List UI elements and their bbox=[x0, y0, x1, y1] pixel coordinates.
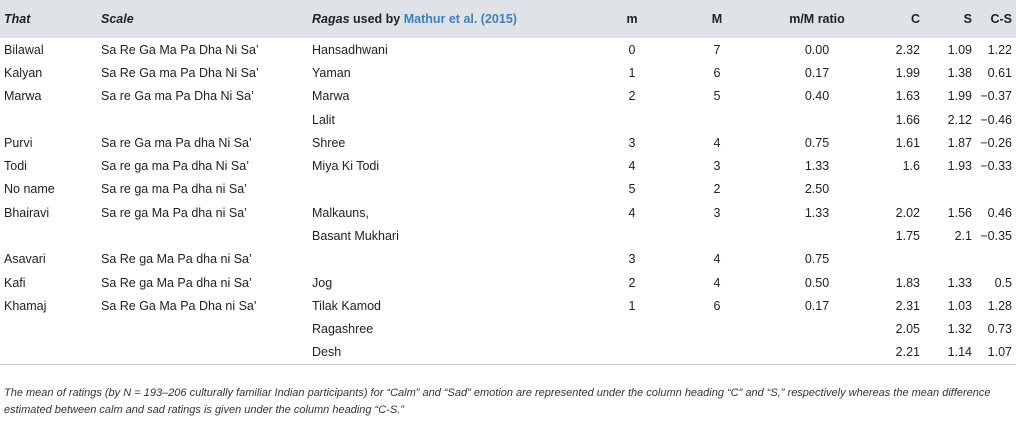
cell-raga: Hansadhwani bbox=[312, 42, 388, 57]
cell-cs: −0.37 bbox=[980, 89, 1012, 104]
cell-s: 1.14 bbox=[920, 341, 972, 364]
table-row bbox=[0, 85, 1016, 108]
cell-scale: Sa Re ga Ma Pa dha ni Sa’ bbox=[101, 275, 252, 290]
cell-scale: Sa Re Ga Ma Pa Dha Ni Sa’ bbox=[101, 42, 259, 57]
cell-ratio: 0.40 bbox=[804, 89, 830, 104]
cell-that: Bilawal bbox=[4, 42, 44, 57]
cell-m: 1 bbox=[628, 65, 636, 80]
cell-c bbox=[872, 178, 920, 201]
cell-raga: Desh bbox=[312, 341, 592, 364]
cell-c: 1.6 bbox=[902, 159, 920, 174]
table-row bbox=[0, 38, 1016, 61]
cell-cs bbox=[972, 248, 1016, 271]
header-ragas-word: Ragas bbox=[312, 12, 350, 26]
table-footnote: The mean of ratings (by N = 193–206 culturally familiar Indian participants) for “Calm” and “Sad” emotion are represented under the column heading “C” and “S,” respectively whereas the mean difference estimated between calm and sad ratings is given under the column heading “C-S.” bbox=[4, 387, 991, 416]
cell-ratio bbox=[762, 224, 872, 247]
cell-that: Todi bbox=[4, 159, 27, 174]
cell-that: Kafi bbox=[4, 275, 26, 290]
cell-scale: Sa Re ga Ma Pa dha ni Sa’ bbox=[101, 252, 252, 267]
cell-M: 4 bbox=[713, 275, 721, 290]
cell-scale: Sa re ga Ma Pa dha ni Sa’ bbox=[101, 205, 247, 220]
cell-ratio: 0.75 bbox=[804, 252, 830, 267]
cell-s: 2.12 bbox=[947, 112, 972, 127]
cell-c: 2.05 bbox=[895, 322, 920, 337]
cell-scale bbox=[101, 318, 312, 341]
cell-raga: Ragashree bbox=[312, 322, 374, 337]
header-c: C bbox=[910, 12, 920, 26]
cell-that bbox=[0, 108, 101, 131]
cell-s bbox=[920, 248, 972, 271]
cell-M: 7 bbox=[713, 42, 721, 57]
cell-scale bbox=[101, 108, 312, 131]
cell-c bbox=[872, 248, 920, 271]
cell-s: 1.38 bbox=[947, 65, 972, 80]
citation-link[interactable]: Mathur et al. (2015) bbox=[403, 12, 517, 26]
cell-M: 6 bbox=[713, 298, 721, 313]
cell-m: 2 bbox=[628, 89, 636, 104]
header-s: S bbox=[963, 12, 972, 26]
cell-m bbox=[592, 108, 672, 131]
cell-m: 3 bbox=[628, 135, 636, 150]
cell-c: 1.63 bbox=[895, 89, 920, 104]
cell-that: Khamaj bbox=[4, 298, 47, 313]
cell-c: 2.31 bbox=[895, 298, 920, 313]
cell-m bbox=[592, 318, 672, 341]
cell-raga bbox=[312, 248, 592, 271]
header-m: m bbox=[626, 12, 638, 26]
cell-m: 1 bbox=[628, 298, 636, 313]
cell-scale: Sa Re Ga Ma Pa Dha ni Sa’ bbox=[101, 298, 257, 313]
cell-M bbox=[672, 318, 762, 341]
cell-m: 2 bbox=[628, 275, 636, 290]
cell-cs: −0.35 bbox=[980, 229, 1012, 244]
cell-ratio: 0.00 bbox=[804, 42, 830, 57]
cell-that: Asavari bbox=[4, 252, 46, 267]
table-body bbox=[0, 38, 1016, 364]
cell-that: Marwa bbox=[4, 89, 42, 104]
cell-s: 1.87 bbox=[947, 135, 972, 150]
cell-scale bbox=[101, 224, 312, 247]
cell-s: 1.56 bbox=[947, 205, 972, 220]
cell-raga: Shree bbox=[312, 135, 346, 150]
cell-cs: 0.46 bbox=[987, 205, 1012, 220]
cell-ratio: 0.50 bbox=[804, 275, 830, 290]
table-row bbox=[0, 224, 1016, 247]
cell-c: 2.32 bbox=[895, 42, 920, 57]
table-row bbox=[0, 108, 1016, 131]
cell-m: 3 bbox=[628, 252, 636, 267]
table-header-row bbox=[0, 0, 1016, 38]
cell-s: 1.09 bbox=[947, 42, 972, 57]
table-row bbox=[0, 294, 1016, 317]
cell-M: 6 bbox=[713, 65, 721, 80]
cell-cs: −0.46 bbox=[980, 112, 1012, 127]
header-ratio: m/M ratio bbox=[789, 12, 845, 26]
cell-c: 2.02 bbox=[895, 205, 920, 220]
cell-m: 4 bbox=[628, 159, 636, 174]
cell-cs: −0.26 bbox=[980, 135, 1012, 150]
cell-s: 1.32 bbox=[947, 322, 972, 337]
cell-ratio: 1.33 bbox=[804, 159, 830, 174]
cell-scale: Sa re Ga ma Pa dha Ni Sa’ bbox=[101, 135, 252, 150]
cell-cs: 0.61 bbox=[987, 65, 1012, 80]
cell-raga: Marwa bbox=[312, 89, 350, 104]
cell-ratio: 0.75 bbox=[804, 135, 830, 150]
cell-c: 1.75 bbox=[895, 229, 920, 244]
cell-raga: Yaman bbox=[312, 65, 351, 80]
cell-that bbox=[0, 318, 101, 341]
header-ragas bbox=[312, 0, 592, 38]
cell-raga: Lalit bbox=[312, 112, 335, 127]
cell-s: 1.99 bbox=[947, 89, 972, 104]
cell-that: No name bbox=[4, 182, 55, 197]
cell-raga: Jog bbox=[312, 275, 333, 290]
cell-m: 5 bbox=[628, 182, 636, 197]
table-row bbox=[0, 178, 1016, 201]
table-row bbox=[0, 131, 1016, 154]
cell-c: 1.61 bbox=[895, 135, 920, 150]
cell-cs: 0.5 bbox=[994, 275, 1012, 290]
cell-m bbox=[592, 341, 672, 364]
cell-M: 3 bbox=[713, 159, 721, 174]
table-row bbox=[0, 201, 1016, 224]
cell-s: 1.93 bbox=[947, 159, 972, 174]
cell-ratio: 0.17 bbox=[804, 65, 830, 80]
cell-ratio: 1.33 bbox=[804, 205, 830, 220]
cell-that: Kalyan bbox=[4, 65, 43, 80]
cell-that: Bhairavi bbox=[4, 205, 50, 220]
table-row bbox=[0, 61, 1016, 84]
table-row bbox=[0, 341, 1016, 364]
cell-cs: 1.28 bbox=[987, 298, 1012, 313]
cell-raga: Tilak Kamod bbox=[312, 298, 382, 313]
cell-M: 4 bbox=[713, 252, 721, 267]
cell-M bbox=[672, 224, 762, 247]
cell-M: 4 bbox=[713, 135, 721, 150]
cell-M: 3 bbox=[713, 205, 721, 220]
cell-scale: Sa re Ga ma Pa Dha Ni Sa’ bbox=[101, 89, 254, 104]
cell-cs: 1.07 bbox=[972, 341, 1016, 364]
cell-raga: Basant Mukhari bbox=[312, 229, 399, 244]
cell-that: Purvi bbox=[4, 135, 33, 150]
header-scale: Scale bbox=[101, 12, 134, 26]
cell-cs: −0.33 bbox=[980, 159, 1012, 174]
cell-s bbox=[920, 178, 972, 201]
cell-scale: Sa Re Ga ma Pa Dha Ni Sa’ bbox=[101, 65, 259, 80]
table-row bbox=[0, 248, 1016, 271]
cell-c: 1.66 bbox=[895, 112, 920, 127]
table-row bbox=[0, 271, 1016, 294]
cell-s: 2.1 bbox=[954, 229, 972, 244]
cell-scale bbox=[101, 341, 312, 364]
cell-s: 1.33 bbox=[947, 275, 972, 290]
header-cs: C-S bbox=[990, 12, 1012, 26]
cell-raga bbox=[312, 178, 592, 201]
table-row bbox=[0, 154, 1016, 177]
cell-cs bbox=[972, 178, 1016, 201]
header-M: M bbox=[711, 12, 723, 26]
cell-ratio: 2.50 bbox=[804, 182, 830, 197]
cell-ratio bbox=[762, 318, 872, 341]
cell-scale: Sa re ga ma Pa dha Ni Sa’ bbox=[101, 159, 249, 174]
cell-m: 4 bbox=[628, 205, 636, 220]
cell-M: 5 bbox=[713, 89, 721, 104]
cell-raga: Miya Ki Todi bbox=[312, 159, 380, 174]
cell-ratio bbox=[762, 341, 872, 364]
cell-c: 1.83 bbox=[895, 275, 920, 290]
cell-that bbox=[0, 224, 101, 247]
cell-M: 2 bbox=[713, 182, 721, 197]
cell-s: 1.03 bbox=[947, 298, 972, 313]
header-that: That bbox=[4, 12, 31, 26]
cell-raga: Malkauns, bbox=[312, 205, 369, 220]
cell-c: 2.21 bbox=[872, 341, 920, 364]
cell-ratio: 0.17 bbox=[804, 298, 830, 313]
cell-scale: Sa re ga ma Pa dha ni Sa’ bbox=[101, 182, 247, 197]
cell-m bbox=[592, 224, 672, 247]
cell-M bbox=[672, 341, 762, 364]
cell-c: 1.99 bbox=[895, 65, 920, 80]
header-ragas-rest: used by bbox=[349, 12, 404, 26]
cell-that bbox=[0, 341, 101, 364]
cell-ratio bbox=[762, 108, 872, 131]
cell-cs: 1.22 bbox=[987, 42, 1012, 57]
cell-cs: 0.73 bbox=[987, 322, 1012, 337]
cell-M bbox=[672, 108, 762, 131]
cell-m: 0 bbox=[628, 42, 636, 57]
table-row bbox=[0, 318, 1016, 341]
